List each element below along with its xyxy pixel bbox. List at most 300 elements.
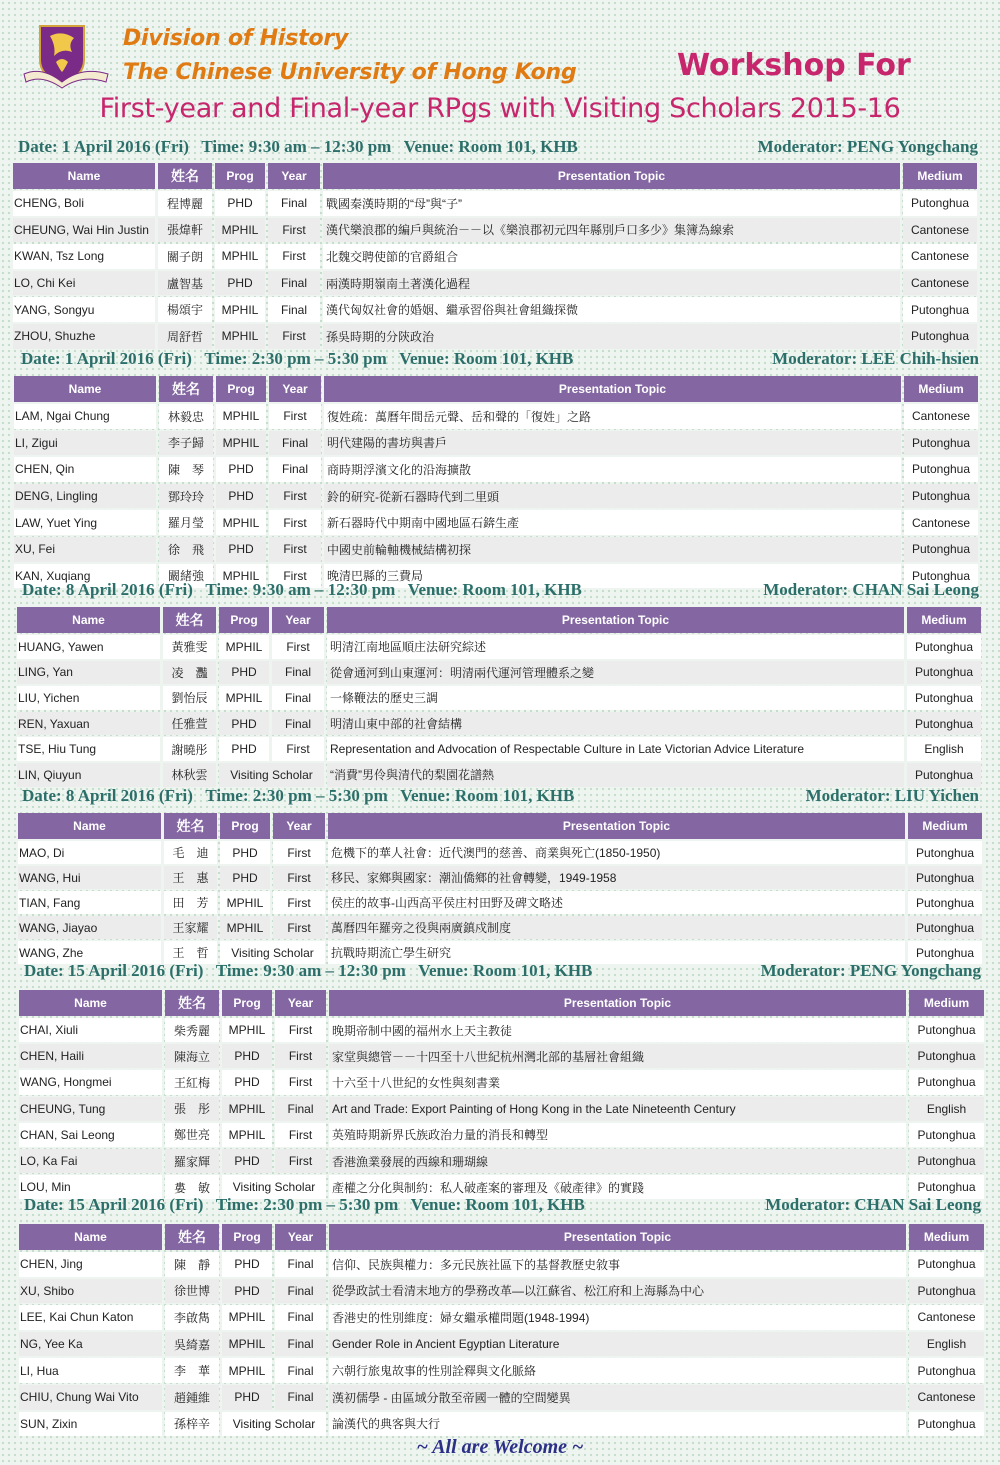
name-cell: ZHOU, Shuzhe (13, 324, 155, 349)
medium-cell: Putonghua (907, 763, 981, 787)
medium-cell: Putonghua (908, 866, 982, 889)
column-header: Medium (909, 1224, 984, 1250)
programme-cell: MPHIL (215, 244, 265, 269)
name-cell: LING, Yan (17, 661, 160, 685)
programme-cell: PHD (222, 1279, 272, 1304)
medium-cell: Putonghua (908, 891, 982, 914)
topic-cell: 鈴的研究-從新石器時代到二里頭 (324, 484, 901, 509)
column-header: Medium (903, 163, 977, 189)
year-cell: Final (275, 1385, 326, 1410)
column-header: Presentation Topic (329, 990, 906, 1016)
session-time: Time: 9:30 am – 12:30 pm (201, 137, 392, 156)
chinese-name-cell: 田 芳 (164, 891, 217, 914)
topic-cell: 晚清巴縣的三費局 (324, 564, 901, 589)
chinese-name-cell: 林毅忠 (159, 404, 213, 429)
topic-cell: 戰國秦漢時期的“母”與“子” (323, 191, 900, 216)
year-cell: First (275, 1070, 326, 1094)
topic-cell: 危機下的華人社會：近代澳門的慈善、商業與死亡(1850-1950) (328, 841, 905, 864)
name-cell: LIU, Yichen (17, 686, 160, 710)
table-row (14, 510, 978, 535)
chinese-name-cell: 闞緒強 (159, 564, 213, 589)
medium-cell: Putonghua (909, 1123, 984, 1147)
table-row (19, 1070, 984, 1094)
medium-cell: Cantonese (909, 1305, 984, 1330)
medium-cell: Putonghua (907, 661, 981, 685)
name-cell: LIN, Qiuyun (17, 763, 160, 787)
medium-cell: Putonghua (909, 1252, 984, 1277)
table-header-row (18, 813, 982, 839)
table-row (13, 324, 977, 349)
name-cell: CHAI, Xiuli (19, 1018, 162, 1042)
column-header: Name (18, 813, 161, 839)
name-cell: XU, Shibo (19, 1279, 162, 1304)
workshop-subtitle: First-year and Final-year RPgs with Visiting Scholars 2015-16 (99, 93, 901, 124)
column-header: Presentation Topic (323, 163, 900, 189)
medium-cell: Putonghua (903, 297, 977, 322)
chinese-name-cell: 趙鍾維 (165, 1385, 219, 1410)
session-venue: Venue: Room 101, KHB (400, 786, 575, 805)
org-division-name: Division of History (123, 26, 349, 51)
chinese-name-cell: 李子歸 (159, 431, 213, 456)
table-row (19, 1149, 984, 1173)
programme-cell: PHD (222, 1070, 272, 1094)
table-header-row (19, 1224, 984, 1250)
programme-cell: MPHIL (215, 218, 265, 243)
year-cell: First (268, 324, 320, 349)
column-header: Name (19, 990, 162, 1016)
topic-cell: 家堂與總管－－十四至十八世紀杭州灣北部的基層社會組織 (329, 1044, 906, 1068)
topic-cell: 漢代匈奴社會的婚姻、繼承習俗與社會組織探微 (323, 297, 900, 322)
year-cell: First (269, 510, 321, 535)
programme-cell: Visiting Scholar (220, 941, 325, 964)
medium-cell: Cantonese (903, 218, 977, 243)
name-cell: HUANG, Yawen (17, 635, 160, 659)
name-cell: CHAN, Sai Leong (19, 1123, 162, 1147)
table-header-row (17, 607, 981, 633)
chinese-name-cell: 陳 琴 (159, 457, 213, 482)
table-row (19, 1332, 984, 1357)
medium-cell: Cantonese (904, 404, 978, 429)
column-header: Name (14, 376, 156, 402)
session-venue: Venue: Room 101, KHB (407, 580, 582, 599)
table-row (14, 431, 978, 456)
medium-cell: English (909, 1332, 984, 1357)
org-university-name: The Chinese University of Hong Kong (123, 60, 577, 85)
column-header: Year (268, 163, 320, 189)
column-header: Name (13, 163, 155, 189)
name-cell: TIAN, Fang (18, 891, 161, 914)
programme-cell: Visiting Scholar (222, 1175, 326, 1199)
session-1-table (10, 163, 980, 351)
programme-cell: MPHIL (220, 916, 270, 939)
name-cell: WANG, Zhe (18, 941, 161, 964)
name-cell: LEE, Kai Chun Katon (19, 1305, 162, 1330)
medium-cell: Putonghua (904, 457, 978, 482)
column-header: 姓名 (159, 376, 213, 402)
workshop-title: Workshop For (677, 48, 911, 83)
programme-cell: PHD (222, 1252, 272, 1277)
chinese-name-cell: 孫梓辛 (165, 1412, 219, 1437)
medium-cell: Putonghua (909, 1044, 984, 1068)
name-cell: DENG, Lingling (14, 484, 156, 509)
column-header: Prog (215, 163, 265, 189)
year-cell: First (273, 916, 325, 939)
name-cell: LAM, Ngai Chung (14, 404, 156, 429)
session-4-header (22, 786, 979, 816)
topic-cell: 商時期浮濱文化的沿海擴散 (324, 457, 901, 482)
programme-cell: PHD (215, 271, 265, 296)
year-cell: First (273, 841, 325, 864)
name-cell: KWAN, Tsz Long (13, 244, 155, 269)
name-cell: WANG, Hongmei (19, 1070, 162, 1094)
medium-cell: Putonghua (909, 1149, 984, 1173)
column-header: Presentation Topic (324, 376, 901, 402)
topic-cell: 產權之分化與制約：私人破產案的審理及《破產律》的實踐 (329, 1175, 906, 1199)
programme-cell: MPHIL (216, 431, 266, 456)
topic-cell: 明清江南地區順庄法研究綜述 (327, 635, 904, 659)
year-cell: Final (275, 1279, 326, 1304)
name-cell: WANG, Hui (18, 866, 161, 889)
year-cell: First (273, 866, 325, 889)
year-cell: Final (275, 1358, 326, 1383)
column-header: Year (275, 990, 326, 1016)
year-cell: First (273, 891, 325, 914)
cuhk-logo (22, 22, 114, 90)
topic-cell: 漢代樂浪郡的編戶與統治－－以《樂浪郡初元四年縣別戶口多少》集簿為線索 (323, 218, 900, 243)
session-moderator: Moderator: CHAN Sai Leong (765, 1195, 981, 1214)
session-time: Time: 2:30 pm – 5:30 pm (204, 349, 387, 368)
table-row (17, 737, 981, 761)
table-header-row (13, 163, 977, 189)
name-cell: REN, Yaxuan (17, 712, 160, 736)
session-5-header (24, 961, 981, 991)
name-cell: LOU, Min (19, 1175, 162, 1199)
topic-cell: 侯庄的故事-山西高平侯庄村田野及碑文略述 (328, 891, 905, 914)
programme-cell: MPHIL (219, 635, 269, 659)
table-row (19, 1412, 984, 1437)
name-cell: KAN, Xuqiang (14, 564, 156, 589)
chinese-name-cell: 陳海立 (165, 1044, 219, 1068)
column-header: 姓名 (163, 607, 216, 633)
name-cell: CHEN, Jing (19, 1252, 162, 1277)
topic-cell: 漢初儒學 - 由區域分散至帝國一體的空間變異 (329, 1385, 906, 1410)
session-2-table (11, 376, 981, 590)
table-row (18, 891, 982, 914)
column-header: Year (269, 376, 321, 402)
session-date: Date: 1 April 2016 (Fri) (21, 349, 192, 368)
topic-cell: Representation and Advocation of Respectable Culture in Late Victorian Advice Literature (327, 737, 904, 761)
medium-cell: Putonghua (908, 841, 982, 864)
medium-cell: Putonghua (904, 431, 978, 456)
chinese-name-cell: 羅家輝 (165, 1149, 219, 1173)
name-cell: CHEUNG, Wai Hin Justin (13, 218, 155, 243)
programme-cell: MPHIL (222, 1123, 272, 1147)
year-cell: Final (269, 457, 321, 482)
session-6-table (16, 1224, 987, 1438)
session-venue: Venue: Room 101, KHB (418, 961, 593, 980)
programme-cell: MPHIL (215, 297, 265, 322)
medium-cell: Cantonese (903, 244, 977, 269)
medium-cell: Putonghua (903, 324, 977, 349)
programme-cell: MPHIL (216, 404, 266, 429)
session-time: Time: 2:30 pm – 5:30 pm (205, 786, 388, 805)
name-cell: LI, Hua (19, 1358, 162, 1383)
name-cell: CHENG, Boli (13, 191, 155, 216)
chinese-name-cell: 李 華 (165, 1358, 219, 1383)
table-row (17, 686, 981, 710)
table-row (19, 1358, 984, 1383)
topic-cell: 萬曆四年羅旁之役與兩廣鎮戍制度 (328, 916, 905, 939)
column-header: 姓名 (158, 163, 212, 189)
name-cell: MAO, Di (18, 841, 161, 864)
column-header: Year (275, 1224, 326, 1250)
medium-cell: Cantonese (904, 510, 978, 535)
chinese-name-cell: 毛 迪 (164, 841, 217, 864)
medium-cell: Putonghua (909, 1412, 984, 1437)
chinese-name-cell: 林秋雲 (163, 763, 216, 787)
topic-cell: 抗戰時期流亡學生研究 (328, 941, 905, 964)
medium-cell: Cantonese (909, 1385, 984, 1410)
programme-cell: Visiting Scholar (219, 763, 324, 787)
topic-cell: 十六至十八世紀的女性與刻書業 (329, 1070, 906, 1094)
topic-cell: 六朝行旅鬼故事的性別詮釋與文化脈絡 (329, 1358, 906, 1383)
chinese-name-cell: 謝曉彤 (163, 737, 216, 761)
year-cell: Final (268, 191, 320, 216)
programme-cell: PHD (215, 191, 265, 216)
column-header: Name (17, 607, 160, 633)
chinese-name-cell: 張 彤 (165, 1097, 219, 1121)
name-cell: TSE, Hiu Tung (17, 737, 160, 761)
year-cell: Final (275, 1332, 326, 1357)
table-row (17, 763, 981, 787)
name-cell: LAW, Yuet Ying (14, 510, 156, 535)
programme-cell: MPHIL (219, 686, 269, 710)
programme-cell: MPHIL (222, 1358, 272, 1383)
table-row (13, 297, 977, 322)
programme-cell: MPHIL (222, 1097, 272, 1121)
session-2-header (21, 349, 979, 379)
table-row (19, 1044, 984, 1068)
chinese-name-cell: 楊頌宇 (158, 297, 212, 322)
chinese-name-cell: 鄭世亮 (165, 1123, 219, 1147)
chinese-name-cell: 徐 飛 (159, 537, 213, 562)
table-row (19, 1018, 984, 1042)
programme-cell: PHD (220, 866, 270, 889)
medium-cell: Putonghua (909, 1279, 984, 1304)
table-row (13, 191, 977, 216)
table-row (13, 244, 977, 269)
column-header: Medium (909, 990, 984, 1016)
programme-cell: PHD (216, 537, 266, 562)
programme-cell: PHD (216, 484, 266, 509)
topic-cell: Gender Role in Ancient Egyptian Literature (329, 1332, 906, 1357)
chinese-name-cell: 關子朗 (158, 244, 212, 269)
medium-cell: Putonghua (907, 686, 981, 710)
table-row (18, 866, 982, 889)
chinese-name-cell: 任雅萱 (163, 712, 216, 736)
medium-cell: Putonghua (904, 484, 978, 509)
topic-cell: 香港史的性別維度：婦女繼承權問題(1948-1994) (329, 1305, 906, 1330)
programme-cell: MPHIL (222, 1018, 272, 1042)
chinese-name-cell: 劉怡辰 (163, 686, 216, 710)
table-row (19, 1123, 984, 1147)
session-date: Date: 8 April 2016 (Fri) (22, 786, 193, 805)
medium-cell: Putonghua (908, 941, 982, 964)
session-time: Time: 9:30 am – 12:30 pm (215, 961, 406, 980)
year-cell: Final (272, 661, 324, 685)
medium-cell: English (907, 737, 981, 761)
chinese-name-cell: 鄧玲玲 (159, 484, 213, 509)
programme-cell: PHD (222, 1044, 272, 1068)
session-moderator: Moderator: LIU Yichen (805, 786, 979, 805)
chinese-name-cell: 王 惠 (164, 866, 217, 889)
chinese-name-cell: 李啟雋 (165, 1305, 219, 1330)
topic-cell: 晚期帝制中國的福州水上天主教徒 (329, 1018, 906, 1042)
session-date: Date: 1 April 2016 (Fri) (18, 137, 189, 156)
name-cell: CHEN, Haili (19, 1044, 162, 1068)
session-time: Time: 9:30 am – 12:30 pm (205, 580, 396, 599)
table-row (19, 1385, 984, 1410)
medium-cell: Putonghua (909, 1018, 984, 1042)
table-row (14, 404, 978, 429)
programme-cell: PHD (222, 1385, 272, 1410)
programme-cell: MPHIL (216, 564, 266, 589)
column-header: Prog (216, 376, 266, 402)
chinese-name-cell: 程博麗 (158, 191, 212, 216)
medium-cell: Putonghua (909, 1175, 984, 1199)
table-row (17, 635, 981, 659)
chinese-name-cell: 陳 靜 (165, 1252, 219, 1277)
topic-cell: 移民、家鄉與國家：潮汕僑鄉的社會轉變，1949-1958 (328, 866, 905, 889)
chinese-name-cell: 王家耀 (164, 916, 217, 939)
topic-cell: 北魏交聘使節的官爵組合 (323, 244, 900, 269)
session-moderator: Moderator: PENG Yongchang (760, 961, 981, 980)
session-3-header (22, 580, 979, 610)
topic-cell: “消費”男伶與清代的梨園花譜熱 (327, 763, 904, 787)
column-header: Year (272, 607, 324, 633)
name-cell: YANG, Songyu (13, 297, 155, 322)
year-cell: First (269, 484, 321, 509)
name-cell: NG, Yee Ka (19, 1332, 162, 1357)
session-moderator: Moderator: LEE Chih-hsien (772, 349, 979, 368)
table-row (19, 1097, 984, 1121)
name-cell: XU, Fei (14, 537, 156, 562)
year-cell: First (275, 1123, 326, 1147)
year-cell: Final (275, 1305, 326, 1330)
year-cell: First (275, 1149, 326, 1173)
name-cell: CHIU, Chung Wai Vito (19, 1385, 162, 1410)
all-welcome-footer: ~ All are Welcome ~ (416, 1436, 584, 1458)
chinese-name-cell: 羅月瑩 (159, 510, 213, 535)
medium-cell: Putonghua (908, 916, 982, 939)
programme-cell: MPHIL (222, 1305, 272, 1330)
column-header: Presentation Topic (327, 607, 904, 633)
table-row (19, 1279, 984, 1304)
programme-cell: MPHIL (220, 891, 270, 914)
programme-cell: MPHIL (216, 510, 266, 535)
session-6-header (24, 1195, 981, 1225)
year-cell: Final (268, 271, 320, 296)
year-cell: Final (269, 431, 321, 456)
chinese-name-cell: 婁 敏 (165, 1175, 219, 1199)
year-cell: Final (272, 712, 324, 736)
programme-cell: PHD (220, 841, 270, 864)
session-3-table (14, 607, 984, 789)
table-header-row (14, 376, 978, 402)
medium-cell: Putonghua (907, 635, 981, 659)
programme-cell: PHD (216, 457, 266, 482)
name-cell: LO, Chi Kei (13, 271, 155, 296)
year-cell: First (269, 564, 321, 589)
chinese-name-cell: 周舒哲 (158, 324, 212, 349)
column-header: 姓名 (164, 813, 217, 839)
chinese-name-cell: 柴秀麗 (165, 1018, 219, 1042)
table-row (17, 712, 981, 736)
column-header: Presentation Topic (329, 1224, 906, 1250)
year-cell: Final (268, 297, 320, 322)
session-moderator: Moderator: CHAN Sai Leong (763, 580, 979, 599)
year-cell: First (272, 737, 324, 761)
session-venue: Venue: Room 101, KHB (410, 1195, 585, 1214)
column-header: 姓名 (165, 1224, 219, 1250)
programme-cell: PHD (219, 712, 269, 736)
chinese-name-cell: 徐世博 (165, 1279, 219, 1304)
year-cell: Final (275, 1097, 326, 1121)
year-cell: First (269, 537, 321, 562)
topic-cell: 信仰、民族與權力：多元民族社區下的基督教歷史敘事 (329, 1252, 906, 1277)
chinese-name-cell: 張煒軒 (158, 218, 212, 243)
medium-cell: Putonghua (909, 1070, 984, 1094)
medium-cell: Putonghua (904, 564, 978, 589)
column-header: Medium (907, 607, 981, 633)
column-header: Prog (220, 813, 270, 839)
topic-cell: 英殖時期新界氏族政治力量的消長和轉型 (329, 1123, 906, 1147)
session-4-table (15, 813, 985, 966)
chinese-name-cell: 黃雅雯 (163, 635, 216, 659)
year-cell: Final (275, 1252, 326, 1277)
table-row (18, 841, 982, 864)
session-moderator: Moderator: PENG Yongchang (757, 137, 978, 156)
year-cell: First (275, 1018, 326, 1042)
topic-cell: 復姓疏：萬曆年間岳元聲、岳和聲的「復姓」之路 (324, 404, 901, 429)
name-cell: WANG, Jiayao (18, 916, 161, 939)
year-cell: First (269, 404, 321, 429)
medium-cell: Putonghua (907, 712, 981, 736)
programme-cell: PHD (219, 661, 269, 685)
session-venue: Venue: Room 101, KHB (403, 137, 578, 156)
session-5-table (16, 990, 987, 1201)
name-cell: CHEUNG, Tung (19, 1097, 162, 1121)
table-row (14, 484, 978, 509)
table-row (13, 218, 977, 243)
programme-cell: MPHIL (215, 324, 265, 349)
name-cell: SUN, Zixin (19, 1412, 162, 1437)
medium-cell: Cantonese (903, 271, 977, 296)
chinese-name-cell: 吳綺嘉 (165, 1332, 219, 1357)
table-row (19, 1305, 984, 1330)
column-header: Prog (219, 607, 269, 633)
chinese-name-cell: 盧智基 (158, 271, 212, 296)
name-cell: LO, Ka Fai (19, 1149, 162, 1173)
chinese-name-cell: 王紅梅 (165, 1070, 219, 1094)
year-cell: First (268, 244, 320, 269)
column-header: Prog (222, 1224, 272, 1250)
topic-cell: 從會通河到山東運河：明清兩代運河管理體系之變 (327, 661, 904, 685)
topic-cell: 從學政試士看清末地方的學務改革—以江蘇省、松江府和上海縣為中心 (329, 1279, 906, 1304)
session-time: Time: 2:30 pm – 5:30 pm (215, 1195, 399, 1214)
medium-cell: Putonghua (909, 1358, 984, 1383)
year-cell: Final (272, 686, 324, 710)
